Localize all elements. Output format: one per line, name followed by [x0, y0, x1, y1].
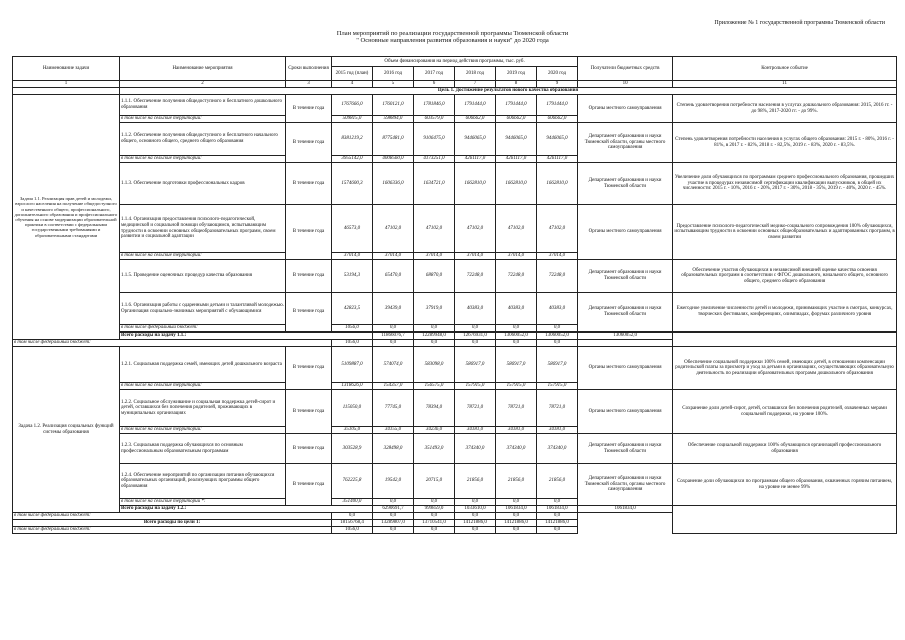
- rural-2020: 157915,0: [537, 383, 578, 390]
- federal-2016: 0,0: [373, 513, 414, 520]
- amount-2016: 65470,0: [373, 260, 414, 293]
- federal-2015: 1056,0: [332, 325, 373, 332]
- amount-2020: 9446065,0: [537, 123, 578, 156]
- federal-2015: 0,0: [332, 513, 373, 520]
- header-2018: 2018 год: [455, 67, 496, 81]
- rural-2020: 0,0: [537, 499, 578, 506]
- header-2017: 2017 год: [414, 67, 455, 81]
- amount-2020: 21856,0: [537, 464, 578, 499]
- rural-label: в том числе на сельские территории:: [120, 116, 286, 123]
- amount-2019: 21856,0: [496, 464, 537, 499]
- rural-2019: 0,0: [496, 499, 537, 506]
- rural-2020: 34181,0: [537, 427, 578, 434]
- activity-name: 1.1.4. Организация предоставления психолого-педагогической, медицинской и социальной помощи обучающимся, испытывающим трудности в освоении основных общеобразовательных программ, своем развитии и социальной адаптации: [120, 205, 286, 253]
- amount-2016: 19542,0: [373, 464, 414, 499]
- control-event: Предоставление психолого-педагогической медико-социального сопровождения 100% обучающихся, испытывающим трудности в освоении основных общеобразовательных и адаптированных программ, в своем развитии: [673, 205, 897, 260]
- total-2018: 14121886,0: [455, 520, 496, 527]
- total-goal-1-label: Всего расходы по цели 1:: [13, 520, 332, 527]
- amount-2019: 1791444,0: [496, 95, 537, 116]
- federal-2018: 0,0: [455, 513, 496, 520]
- federal-2019: 0,0: [496, 340, 537, 347]
- recipient: Департамент образования и науки Тюменской области, органы местного самоуправления: [578, 123, 673, 163]
- federal-2016: 0,0: [373, 325, 414, 332]
- amount-2017: 68870,0: [414, 260, 455, 293]
- recipient: Департамент образования и науки Тюменской области: [578, 293, 673, 332]
- amount-2018: 1791444,0: [455, 95, 496, 116]
- header-funding: Объем финансирования на период действия программы, тыс. руб.: [332, 57, 578, 67]
- rural-2016: 598894,0: [373, 116, 414, 123]
- federal-2017: 0,0: [414, 513, 455, 520]
- rural-2017: 603579,0: [414, 116, 455, 123]
- rural-2020: 606662,0: [537, 116, 578, 123]
- activity-term: В течение года: [286, 434, 332, 464]
- amount-2019: 40383,0: [496, 293, 537, 325]
- control-event: Степень удовлетворения потребности населения в услугах дошкольного образования: 2015, 2016 гг. - до 98%, 2017-2020 гг. - до 99%.: [673, 95, 897, 123]
- col-number: 1: [13, 81, 120, 88]
- activity-name: 1.2.4. Обеспечение мероприятий по организации питания обучающихся образовательных организаций, реализующих программы общего образования: [120, 464, 286, 499]
- activity-term: В течение года: [286, 347, 332, 390]
- appendix-note: Приложение № 1 государственной программы Тюменской области: [714, 20, 885, 26]
- rural-label: в том числе на сельские территории:: [120, 156, 286, 163]
- amount-2015: 762225,8: [332, 464, 373, 499]
- amount-2017: 351493,0: [414, 434, 455, 464]
- rural-2017: 156575,0: [414, 383, 455, 390]
- amount-2019: 47102,0: [496, 205, 537, 253]
- total-2019: 13060052,0: [537, 333, 578, 340]
- amount-2016: 574074,0: [373, 347, 414, 383]
- rural-2015: 35105,0: [332, 427, 373, 434]
- total-task-1-2-label: Всего расходы на задачу 1.2.:: [120, 506, 373, 513]
- col-number: 8: [496, 81, 537, 88]
- amount-2019: 374340,0: [496, 434, 537, 464]
- col-number: 10: [578, 81, 673, 88]
- amount-2020: 1662810,0: [537, 163, 578, 205]
- activity-term: В течение года: [286, 390, 332, 434]
- federal-2020: 0,0: [537, 527, 578, 534]
- recipient: Органы местного самоуправления: [578, 95, 673, 123]
- rural-2015: 1318626,0: [332, 383, 373, 390]
- total-2019: 14121886,0: [496, 520, 537, 527]
- amount-2017: 47102,0: [414, 205, 455, 253]
- activity-name: 1.1.6. Организация работы с одаренными детьми и талантливой молодежью. Организация социально-значимых мероприятий с обучающимися: [120, 293, 286, 325]
- control-event: Степень удовлетворения потребности населения в услугах общего образования: 2015 г. - 80%, 2016 г. - 81%, в 2017 г. - 82%, 2018 г. - 82,5%, 2019 г. - 83%, 2020 г. - 83,5%.: [673, 123, 897, 163]
- amount-2017: 583098,0: [414, 347, 455, 383]
- rural-label: в том числе на сельские территории:: [120, 383, 286, 390]
- amount-2020: 374340,0: [537, 434, 578, 464]
- rural-label: в том числе на сельские территории:: [120, 253, 286, 260]
- amount-2019: 78721,0: [496, 390, 537, 427]
- header-2020: 2020 год: [537, 67, 578, 81]
- amount-2015: 5109887,0: [332, 347, 373, 383]
- amount-2016: 77745,0: [373, 390, 414, 427]
- rural-2015: 509815,0: [332, 116, 373, 123]
- rural-2018: 606662,0: [455, 116, 496, 123]
- federal-label: в том числе федеральный бюджет:: [120, 325, 286, 332]
- amount-2018: 21856,0: [455, 464, 496, 499]
- activity-name: 1.1.2. Обеспечение получения общедоступного и бесплатного начального общего, основного общего, среднего общего образования: [120, 123, 286, 156]
- federal-label: в том числе федеральный бюджет:: [13, 527, 332, 534]
- rural-2016: 37014,0: [373, 253, 414, 260]
- rural-2018: 37014,0: [455, 253, 496, 260]
- rural-2018: 0,0: [455, 499, 496, 506]
- total-2018: 13060052,0: [496, 333, 537, 340]
- amount-2015: 1767666,0: [332, 95, 373, 116]
- rural-2019: 34181,0: [496, 427, 537, 434]
- federal-2018: 0,0: [455, 527, 496, 534]
- amount-2016: 1760121,0: [373, 95, 414, 116]
- amount-2018: 72248,0: [455, 260, 496, 293]
- federal-2018: 0,0: [455, 340, 496, 347]
- rural-label: в том числе на сельские территории:: [120, 427, 286, 434]
- total-2017: 13710541,0: [414, 520, 455, 527]
- col-number: 9: [537, 81, 578, 88]
- amount-2017: 1781846,0: [414, 95, 455, 116]
- control-event: Сохранение доли детей-сирот, детей, оставшихся без попечения родителей, охваченных мерами социальной поддержки, на уровне 100%.: [673, 390, 897, 434]
- activity-name: 1.1.1. Обеспечение получения общедоступного и бесплатного дошкольного образования: [120, 95, 286, 116]
- activity-name: 1.2.1. Социальная поддержка семей, имеющих детей дошкольного возраста: [120, 347, 286, 383]
- federal-2016: 0,0: [373, 340, 414, 347]
- amount-2017: 9106475,0: [414, 123, 455, 156]
- amount-2016: 8775481,0: [373, 123, 414, 156]
- activity-name: 1.1.5. Проведение оценочных процедур качества образования: [120, 260, 286, 293]
- rural-2019: 4261117,0: [496, 156, 537, 163]
- amount-2015: 42823,5: [332, 293, 373, 325]
- rural-2018: 34181,0: [455, 427, 496, 434]
- rural-2017: 0,0: [414, 499, 455, 506]
- amount-2020: 40383,0: [537, 293, 578, 325]
- col-number: 3: [286, 81, 332, 88]
- rural-2016: 34155,0: [373, 427, 414, 434]
- plan-table: [12, 56, 897, 534]
- header-activity: Наименование мероприятия: [120, 57, 286, 81]
- activity-term: В течение года: [286, 260, 332, 293]
- total-2015: 11866076,7: [373, 333, 414, 340]
- rural-2017: 37014,0: [414, 253, 455, 260]
- rural-2019: 606662,0: [496, 116, 537, 123]
- amount-2018: 374340,0: [455, 434, 496, 464]
- amount-2016: 47102,0: [373, 205, 414, 253]
- goal-row: Цель 1. Достижение результатов нового качества образования: [120, 88, 897, 95]
- rural-2019: 157915,0: [496, 383, 537, 390]
- control-event: Увеличение доли обучающихся по программам среднего профессионального образования, прошедших участие в процедурах независимой сертификации квалификации выпускников, в общей их численности: 2015 г. - 10%, 2016 г. - 20%, 2017 г. - 30%, 2018 - 35%, 2019 г. - 40%, 2020 г. - 45%.: [673, 163, 897, 205]
- total-2016: 999859,0: [414, 506, 455, 513]
- amount-2018: 586917,0: [455, 347, 496, 383]
- federal-2020: 0,0: [537, 325, 578, 332]
- recipient: Органы местного самоуправления: [578, 347, 673, 390]
- amount-2020: 78721,0: [537, 390, 578, 427]
- federal-2016: 0,0: [373, 527, 414, 534]
- amount-2020: 1791444,0: [537, 95, 578, 116]
- recipient: Департамент образования и науки Тюменской области: [578, 260, 673, 293]
- amount-2020: 72248,0: [537, 260, 578, 293]
- recipient: Департамент образования и науки Тюменской области: [578, 434, 673, 464]
- header-2016: 2016 год: [373, 67, 414, 81]
- rural-2020: 37014,0: [537, 253, 578, 260]
- amount-2019: 1662810,0: [496, 163, 537, 205]
- total-2020: 14121886,0: [537, 520, 578, 527]
- amount-2015: 46573,0: [332, 205, 373, 253]
- total-2017: 12676931,0: [455, 333, 496, 340]
- total-2019: 1061834,0: [537, 506, 578, 513]
- amount-2018: 40383,0: [455, 293, 496, 325]
- recipient: Органы местного самоуправления: [578, 205, 673, 260]
- total-2017: 1033610,0: [455, 506, 496, 513]
- col-number: 11: [673, 81, 897, 88]
- total-2020: 13060052,0: [578, 333, 673, 340]
- activity-term: В течение года: [286, 95, 332, 123]
- amount-2015: 1574600,3: [332, 163, 373, 205]
- amount-2017: 20715,0: [414, 464, 455, 499]
- amount-2016: 1606336,0: [373, 163, 414, 205]
- control-event: Сохранение доли обучающихся по программам общего образования, охваченных горячим питанием, на уровне не менее 99%: [673, 464, 897, 506]
- rural-2015: 3955142,0: [332, 156, 373, 163]
- title-line-2: " Основные направления развития образования и науки" до 2020 года: [356, 37, 549, 44]
- amount-2017: 37919,0: [414, 293, 455, 325]
- amount-2020: 586917,0: [537, 347, 578, 383]
- control-event: Ежегодное увеличение численности детей и молодежи, принимающих участие в смотрах, конкурсах, творческих фестивалях, конференциях, олимпиадах, форумах различного уровня: [673, 293, 897, 332]
- amount-2016: 328498,0: [373, 434, 414, 464]
- document-title: [0, 30, 905, 44]
- amount-2018: 47102,0: [455, 205, 496, 253]
- control-event: Обеспечение участия обучающихся в независимой внешней оценке качества освоения образовательных программ в соответствии с ФГОС дошкольного, начального общего, основного общего, среднего общего образования: [673, 260, 897, 293]
- col-number: 6: [414, 81, 455, 88]
- federal-2019: 0,0: [496, 527, 537, 534]
- amount-2015: 115050,0: [332, 390, 373, 427]
- rural-2016: 4008560,0: [373, 156, 414, 163]
- federal-2017: 0,0: [414, 340, 455, 347]
- col-number: 2: [120, 81, 286, 88]
- total-2016: 12289948,0: [414, 333, 455, 340]
- total-2018: 1061834,0: [496, 506, 537, 513]
- amount-2018: 1662810,0: [455, 163, 496, 205]
- title-line-1: План мероприятий по реализации государственной программы Тюменской области: [336, 30, 569, 37]
- header-terms: Сроки выполнения: [286, 57, 332, 81]
- activity-name: 1.1.3. Обеспечение подготовки профессиональных кадров: [120, 163, 286, 205]
- federal-2015: 1056,0: [332, 527, 373, 534]
- rural-2017: 4173251,0: [414, 156, 455, 163]
- rural-2015: 351400,0: [332, 499, 373, 506]
- amount-2020: 47102,0: [537, 205, 578, 253]
- recipient: Департамент образования и науки Тюменской области, органы местного самоуправления: [578, 464, 673, 506]
- amount-2016: 39439,0: [373, 293, 414, 325]
- amount-2018: 78721,0: [455, 390, 496, 427]
- rural-2015: 37014,0: [332, 253, 373, 260]
- rural-2019: 37014,0: [496, 253, 537, 260]
- activity-term: В течение года: [286, 464, 332, 506]
- total-2016: 13289807,0: [373, 520, 414, 527]
- amount-2019: 72248,0: [496, 260, 537, 293]
- col-number: 7: [455, 81, 496, 88]
- header-recipients: Получатели бюджетных средств: [578, 57, 673, 81]
- activity-term: В течение года: [286, 123, 332, 163]
- rural-2018: 157915,0: [455, 383, 496, 390]
- amount-2019: 586917,0: [496, 347, 537, 383]
- federal-2017: 0,0: [414, 325, 455, 332]
- federal-2020: 0,0: [537, 340, 578, 347]
- header-2015: 2015 год (план): [332, 67, 373, 81]
- amount-2018: 9446065,0: [455, 123, 496, 156]
- task-1-1: Задача 1.1. Реализация прав детей и молодежи, взрослого населения на получение общедоступного и качественного общего, профессионального, дополнительного образования и профессионального обучения на основе модернизации образовательной практики в соответствии с федеральными государственными требованиями и образовательными стандартами: [13, 95, 120, 340]
- amount-2015: 8381219,2: [332, 123, 373, 156]
- rural-2016: 154357,0: [373, 383, 414, 390]
- federal-2019: 0,0: [496, 325, 537, 332]
- col-number: 5: [373, 81, 414, 88]
- activity-name: 1.2.3. Социальная поддержка обучающихся по основным профессиональным образовательным программам: [120, 434, 286, 464]
- col-number: 4: [332, 81, 373, 88]
- federal-label: в том числе федеральный бюджет:: [13, 513, 332, 520]
- activity-term: В течение года: [286, 163, 332, 205]
- rural-2018: 4261117,0: [455, 156, 496, 163]
- amount-2015: 303528,9: [332, 434, 373, 464]
- amount-2015: 53194,3: [332, 260, 373, 293]
- amount-2017: 1634721,0: [414, 163, 455, 205]
- recipient: Органы местного самоуправления: [578, 390, 673, 434]
- control-event: Обеспечение социальной поддержки 100% семей, имеющих детей, в отношении компенсации родительской платы за присмотр и уход за детьми в организациях, осуществляющих образовательную деятельность по реализации образовательных программ дошкольного образования: [673, 347, 897, 390]
- rural-2020: 4261117,0: [537, 156, 578, 163]
- rural-label: в том числе на сельские территории *:: [120, 499, 286, 506]
- total-2015: 6290691,7: [373, 506, 414, 513]
- rural-2017: 34236,0: [414, 427, 455, 434]
- total-2015: 18156768,4: [332, 520, 373, 527]
- task-1-2: Задача 1.2. Реализация социальных функций системы образования: [13, 347, 120, 513]
- rural-2016: 0,0: [373, 499, 414, 506]
- federal-2020: 0,0: [537, 513, 578, 520]
- control-event: Обеспечение социальной поддержки 100% обучающихся организаций профессионального образования: [673, 434, 897, 464]
- activity-term: В течение года: [286, 205, 332, 260]
- activity-term: В течение года: [286, 293, 332, 332]
- header-2019: 2019 год: [496, 67, 537, 81]
- federal-2015: 1056,0: [332, 340, 373, 347]
- federal-2018: 0,0: [455, 325, 496, 332]
- total-task-1-1-label: Всего расходы на задачу 1.1.:: [120, 333, 373, 340]
- recipient: Департамент образования и науки Тюменской области: [578, 163, 673, 205]
- total-2020: 1061834,0: [578, 506, 673, 513]
- amount-2017: 78394,0: [414, 390, 455, 427]
- activity-name: 1.2.2. Социальное обслуживание и социальная поддержка детей-сирот и детей, оставшихся без попечения родителей, проживающих в муниципальных организациях: [120, 390, 286, 427]
- federal-2017: 0,0: [414, 527, 455, 534]
- amount-2019: 9446065,0: [496, 123, 537, 156]
- federal-label: в том числе федеральный бюджет:: [13, 340, 332, 347]
- federal-2019: 0,0: [496, 513, 537, 520]
- header-task: Наименование задачи: [13, 57, 120, 81]
- header-control: Контрольное событие: [673, 57, 897, 81]
